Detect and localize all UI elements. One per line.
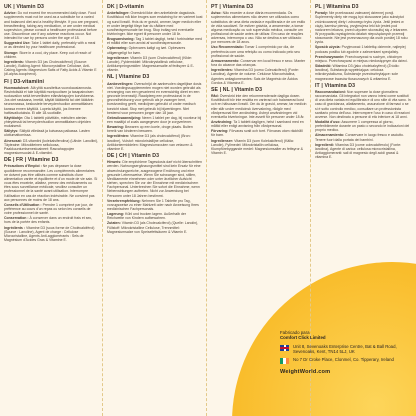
advice-text: Do not exceed the recommended daily dose. Food supplements must not be used as a substitute for a varied and balanced diet and a healthy lifestyle. If you are pregnant, breastfeeding, taking any medication, or are under medical supervision, please consult a healthcare professional before use. Discontinue use if any adverse reactions occur. Not intended for use by persons under the age of 18. [4,11,99,41]
use-text: Przyjmować 1 tabletkę dziennie, najlepiej podczas posiłku lub zgodnie z zaleceniami specjalisty. [315,45,406,54]
ingredients-text: Vitamina D3 (como Colecalciferol) (Fonte: Lanolina), Agente de volume: Celulose Microcristalina, Agentes antiaglomerantes: Sais de Magnésio de Ácidos Gordos & Vitamina E. [211,68,299,85]
use-label: Sposób użycia: [315,45,341,50]
storage-text: Store in a cool, dry place. Keep out of reach of children. [4,50,92,59]
use-text: Ta 1 tablett dagligen, helst i samband med en måltid eller enligt anvisning från vårdpersonal. [211,120,304,129]
storage-text: Opbevares køligt og tørt. Opbevares utilgængeligt for børn. [107,46,186,55]
section-title: NL | Vitamine D3 [107,74,150,81]
use-label: Användning: [211,120,233,124]
ingredients-text: D3-vitamiini (kolekalsiferolina) (Lähde: Lanoliini), Täyteaine: Mikrokiteinen selluloosa, Paakkuuntumisenestoaineet: Rasvahappojen magnesiumsuolat & E-vitamiini. [4,138,99,156]
section-title: DK | D-vitamin [107,4,144,10]
use-label: Uso Recomendado: [211,45,244,50]
storage-label: Bewaring: [107,125,124,130]
advice-label: Aanbevelingen: [107,81,134,86]
ingredients-label: Ingredientes: [211,68,233,73]
section-se [211,87,307,155]
ingredients-label: Ingredients: [4,59,25,64]
use-text: Assumere 1 compressa al giorno, preferibilmente durante un pasto o secondo le indicazioni del proprio medico. [315,120,410,133]
advice-text: Overschrijd de aanbevolen dagelijkse dosis niet. Voedingssupplementen mogen niet worden gebruikt als vervanging van een gevarieerd en evenwichtig dieet en een gezonde levensstijl. Raadpleeg een professional in de gezondheidszorg voor gebruik als je zwanger bent, borstvoeding geeft, medicijnen gebruikt of onder medisch toezicht staat. Stop met gebruik bij bijwerkingen. Niet bestemd voor personen jonger dan 18 jaar. [107,81,202,115]
storage-label: Almacenamiento: [315,133,345,138]
use-label: Verzehrempfehlung: [107,198,141,203]
ingredients-label: Ingredienti: [315,142,335,147]
storage-text: Conservare in luogo fresco e asciutto. Tenere fuori dalla portata dei bambini. [315,133,404,142]
advice-label: Porady: [315,11,329,16]
ingredients-label: Ingredienser: [211,138,234,143]
use-text: Neem 1 tablet per dag, bij voorkeur bij een maaltijd of zoals aangegeven door je zorgverlener. [107,115,202,124]
section-pt [211,4,307,85]
ingredients-text: Vitamin D3 (som Kolekalciferol) (Källa: Lanolin), Fyllmedel: Mikrokristallin cellulosa, Klumpförebyggande medel: Magnesiumsalter av fettsyror & Vitamin E. [211,138,304,156]
use-text: Take 1 tablet daily, preferably with a meal or as directed by your healthcare professional. [4,41,96,50]
section-title: PT | Vitamina D3 [211,4,254,10]
ingredients-label: Ingredienser: [107,55,130,60]
use-text: Ota 1 tabletti päivittäin, mieluiten aterian yhteydessä tai terveydenhuollon ammattilaisen ohjeiden mukaisesti. [4,115,91,129]
advice-text: Overskrid ikke den anbefalede dagsdosis. Kosttilskud må ikke bruges som erstatning for en varieret kost og sund livsstil. Hvis du er gravid, ammer, tager medicin eller er under lægeligt tilsyn bør du rådføre med sundhedspersonale før brug. Stop indtag ved eventuelle bivirkninger. Ikke egnet til personer under 18 år. [107,11,203,36]
section-pl [315,4,411,81]
use-text: Prendre 1 comprimé par jour, de préférence au cours d'un repas ou selon les conseils de votre professionnel de santé. [4,202,93,216]
column-1 [0,0,102,416]
brand-url[interactable]: WeightWorld.com [280,369,331,376]
manufacturer-block [280,330,410,375]
advice-text: Nie przekraczać zalecanej dziennej porcji. Suplementy diety nie mogą być stosowane jako substytut zróżnicowanej diety i zdrowego trybu życia. Jeśli jesteś w ciąży, karmisz piersią, przyjmujesz leki lub jesteś pod nadzorem lekarza, przed użyciem skonsultuj się z lekarzem. W przypadku wystąpienia działań niepożądanych przerwij stosowanie. Nie jest przeznaczony dla osób poniżej 18 roku życia. [315,11,409,45]
uk-flag-icon [280,345,289,351]
use-label: Suggested Use: [4,41,31,46]
uk-address: Unit 8, Sevenoaks Enterprise Centre, Bat & Ball Road, Sevenoaks, Kent, TN14 5LJ, UK [293,343,397,355]
storage-label: Opbevaring: [107,46,128,51]
storage-text: Przechowywać w suchym, chłodnym miejscu. Przechowywać w miejscu niedostępnym dla dzieci. [315,54,408,63]
use-text: Nehmen Sie 1 Tablette pro Tag, vorzugsweise zu einer Mahlzeit oder nach Anweisung Ihres medizinischen Fachpersonals. [107,198,199,212]
ingredients-text: Vitamin D3 (som Cholecalciferol) (Kilde: Lanolin), Fyldemiddel: Mikrokrystallinsk cellulose, Antiklumpningsmidler: Magnesiumsalte af fedtsyrer & E-vitamin. [107,55,194,73]
ingredients-label: Zutaten: [107,221,121,226]
ireland-flag-icon [280,358,289,364]
section-title: DE | CH | Vitamin D3 [107,153,160,160]
advice-label: Anbefalinger: [107,11,130,16]
ie-address: No 7 Dr Croke Place, Clonmel, Co. Tipperary, Ireland [293,357,394,363]
storage-text: À conserver dans un endroit frais et sec, hors de la portée des enfants. [4,216,93,225]
company-name: Comfort Click Limited [280,335,326,341]
use-text: Tag 1 tablet dagligt, helst i forbindelse med et måltid eller som anvist af sundhedspersonale. [107,37,202,46]
section-title: SE | NL | Vitamin D3 [211,86,263,93]
ingredients-text: Vitamine D3 (als cholecalciferol) (Bron: lanoline), Vulstof: microkristallijne cellulose, Antiklontermiddelen: Magnesiumzouten van vetzuren & vitamine E. [107,134,193,151]
advice-label: Raccomandazioni: [315,89,346,94]
uk-address-row [280,344,410,354]
made-for-label: Fabricado para [280,330,310,335]
section-de-ch [107,153,203,234]
advice-text: Överskrid inte den rekommenderade dagliga dosen. Kosttillskott bör inte ersätta en varierad och balanserad kost och en hälsosam livsstil. Om du är gravid, ammar, tar medicin eller står under medicinsk övervakning, rådgör med vårdpersonal före användning. Avbryt användningen vid eventuella biverkningar. Inte avsett för personer under 18 år. [211,94,307,119]
storage-label: Storage: [4,50,19,55]
advice-label: Précautions d'Emploi : [4,164,42,169]
column-2 [102,0,206,416]
storage-label: Armazenamento: [211,58,240,63]
advice-text: Ne pas dépasser la dose quotidienne recommandée. Les compléments alimentaires ne doivent pas être utilisés comme substituts d'une alimentation variée et équilibrée et d'un mode de vie sain. Si vous êtes enceinte, allaitez, prenez des médicaments ou êtes sous surveillance médicale, veuillez consulter un professionnel de la santé avant utilisation. Interrompre l'utilisation en cas de réaction indésirable. Ne convient pas aux personnes de moins de 18 ans. [4,164,98,202]
use-label: Gebruiksaanwijzing: [107,115,142,120]
storage-text: Säilytä viileässä ja kuivassa paikassa. Lasten ulottumattomissa. [4,129,90,138]
ie-address-row [280,357,410,364]
section-title: IT | Vitamina D3 [315,82,356,89]
ingredients-label: Ingrédients : [4,225,26,230]
advice-label: Advice: [4,11,17,16]
storage-label: Lagerung: [107,212,125,217]
section-title: FI | D3-vitamiini [4,78,45,85]
section-title: UK | Vitamin D3 [4,4,45,10]
section-title: PL | Witamina D3 [315,4,359,10]
use-label: Brugsanvisning: [107,37,135,42]
advice-text: Älä ylitä suositeltua vuorokausiannosta. Ravintolisää ei tule käyttää monipuolisen ja tasapainoisen ruokavalion sekä terveellisten elämäntapojen korvikkeena. Jos olet raskaana, imetät, käytät lääkkeitä tai olet lääkärin seurannassa, keskustele terveydenhuollon ammattilaisen kanssa ennen käyttöä. Lopeta käyttö, jos ilmenee haittavaikutuksia. Ei alle 18-vuotiaille. [4,85,95,115]
storage-text: Bewaren op een koele, droge plaats. Buiten bereik van kinderen bewaren. [107,125,193,134]
use-label: Käyttöohje: [4,115,24,120]
section-dk [107,4,203,72]
storage-text: Conservar em local fresco e seco. Manter fora do alcance das crianças. [211,58,306,68]
ingredients-label: Ainesosat: [4,138,22,143]
storage-text: Kühl und trocken lagern. Außerhalb der Reichweite von Kindern aufbewahren. [107,212,187,221]
section-nl [107,74,203,151]
ingredients-text: Vitamin D3 (as Cholecalciferol) (Source: Lanolin), Bulking Agent: Microcrystalline Cellulose, Anti-Caking Agents: Magnesium Salts of Fatty Acids & Vitamin E (dl-alpha-tocopherol). [4,59,97,77]
advice-label: Aviso: [211,11,222,16]
use-label: Conseils d'Utilisation : [4,202,42,207]
section-title: DE | FR | Vitamine D3 [4,157,59,164]
section-it [315,83,411,160]
use-text: Tomar 1 comprimido por dia, de preferência com uma refeição ou como indicado pelo seu profissional de saúde. [211,45,300,58]
advice-text: Die empfohlene Tagesdosis darf nicht überschritten werden. Nahrungsergänzungsmittel sind kein Ersatz für eine abwechslungsreiche, ausgewogene Ernährung und eine gesunde Lebensweise. Wenn Sie schwanger sind, stillen, Medikamente einnehmen oder unter ärztlicher Aufsicht stehen, sprechen Sie vor der Einnahme mit medizinischem Fachpersonal. Unterbrechen Sie sofort die Einnahme, wenn Nebenwirkungen auftreten. Nicht zur Anwendung bei Personen unter 18 Jahren bestimmt. [107,160,202,198]
ingredients-text: Witamina D3 (jako cholekalcyferol) (Źródło: lanolina), Substancja wypełniająca: celuloza mikrokrystaliczna, Substancje przeciwzbrylające: sole magnezowe kwasów tłuszczowych & witamina E. [315,64,400,81]
ingredients-text: Vitamina D3 (come colecalciferolo) (Fonte: lanolina), Agente di carica: cellulosa microcristallina, Antiagglomeranti: sali di magnesio degli acidi grassi & vitamina E. [315,142,402,160]
advice-text: Non superare la dose giornaliera raccomandata. Gli integratori non vanno intesi come sostituti di una dieta variata ed equilibrata e di uno stile di vita sano. In caso di gravidanza, allattamento, assunzione di farmaci o se si è sotto controllo medico, consultare un professionista sanitario prima dell'uso. Interrompere l'uso in caso di reazioni avverse. Non destinato a persone di età inferiore ai 18 anni. [315,89,411,119]
ingredients-label: Ingrediënten: [107,134,130,139]
storage-label: Conservation : [4,216,29,221]
storage-label: Säilytys: [4,129,19,134]
storage-label: Förvaring: [211,129,229,134]
use-label: Modalità d'uso: [315,120,341,124]
advice-text: Não exceder a dose diária recomendada. Os suplementos alimentares não devem ser utilizados como substitutos de uma dieta variada e equilibrada e de um estilo de vida saudável. Se estiver grávida, a amamentar, a tomar alguma medicação ou sob supervisão médica, consulte um profissional de saúde antes de utilizar. Em caso de reações adversas, interrompa o uso. Não se destina a ser utilizado por menores de 18 anos. [211,11,306,45]
section-de-fr [4,157,99,242]
ingredients-text: Vitamin D3 (als Cholecalciferol) (Quelle: Lanolin), Füllstoff: Mikrokristalline Cellulose, Trennmittel: Magnesiumsalze von Speisefettsäuren & Vitamin E. [107,221,199,234]
advice-label: Råd: [211,94,219,99]
advice-label: Hinweis: [107,160,122,165]
ingredients-label: Składniki: [315,64,332,69]
storage-label: Przechowywanie: [315,54,345,59]
section-uk [4,4,99,77]
advice-label: Huomautukset: [4,85,30,90]
section-fi [4,79,99,156]
storage-text: Förvaras svalt och torrt. Förvaras utom räckhåll för barn. [211,129,303,138]
ingredients-text: Vitamine D3 (sous forme de Cholécalciférol) (Source : Lanoline), Agent de charge : Cellulose Microcristalline, Agents Anti-agglomérants : Sels de Magnésium d'Acides Gras & Vitamine E. [4,225,95,243]
